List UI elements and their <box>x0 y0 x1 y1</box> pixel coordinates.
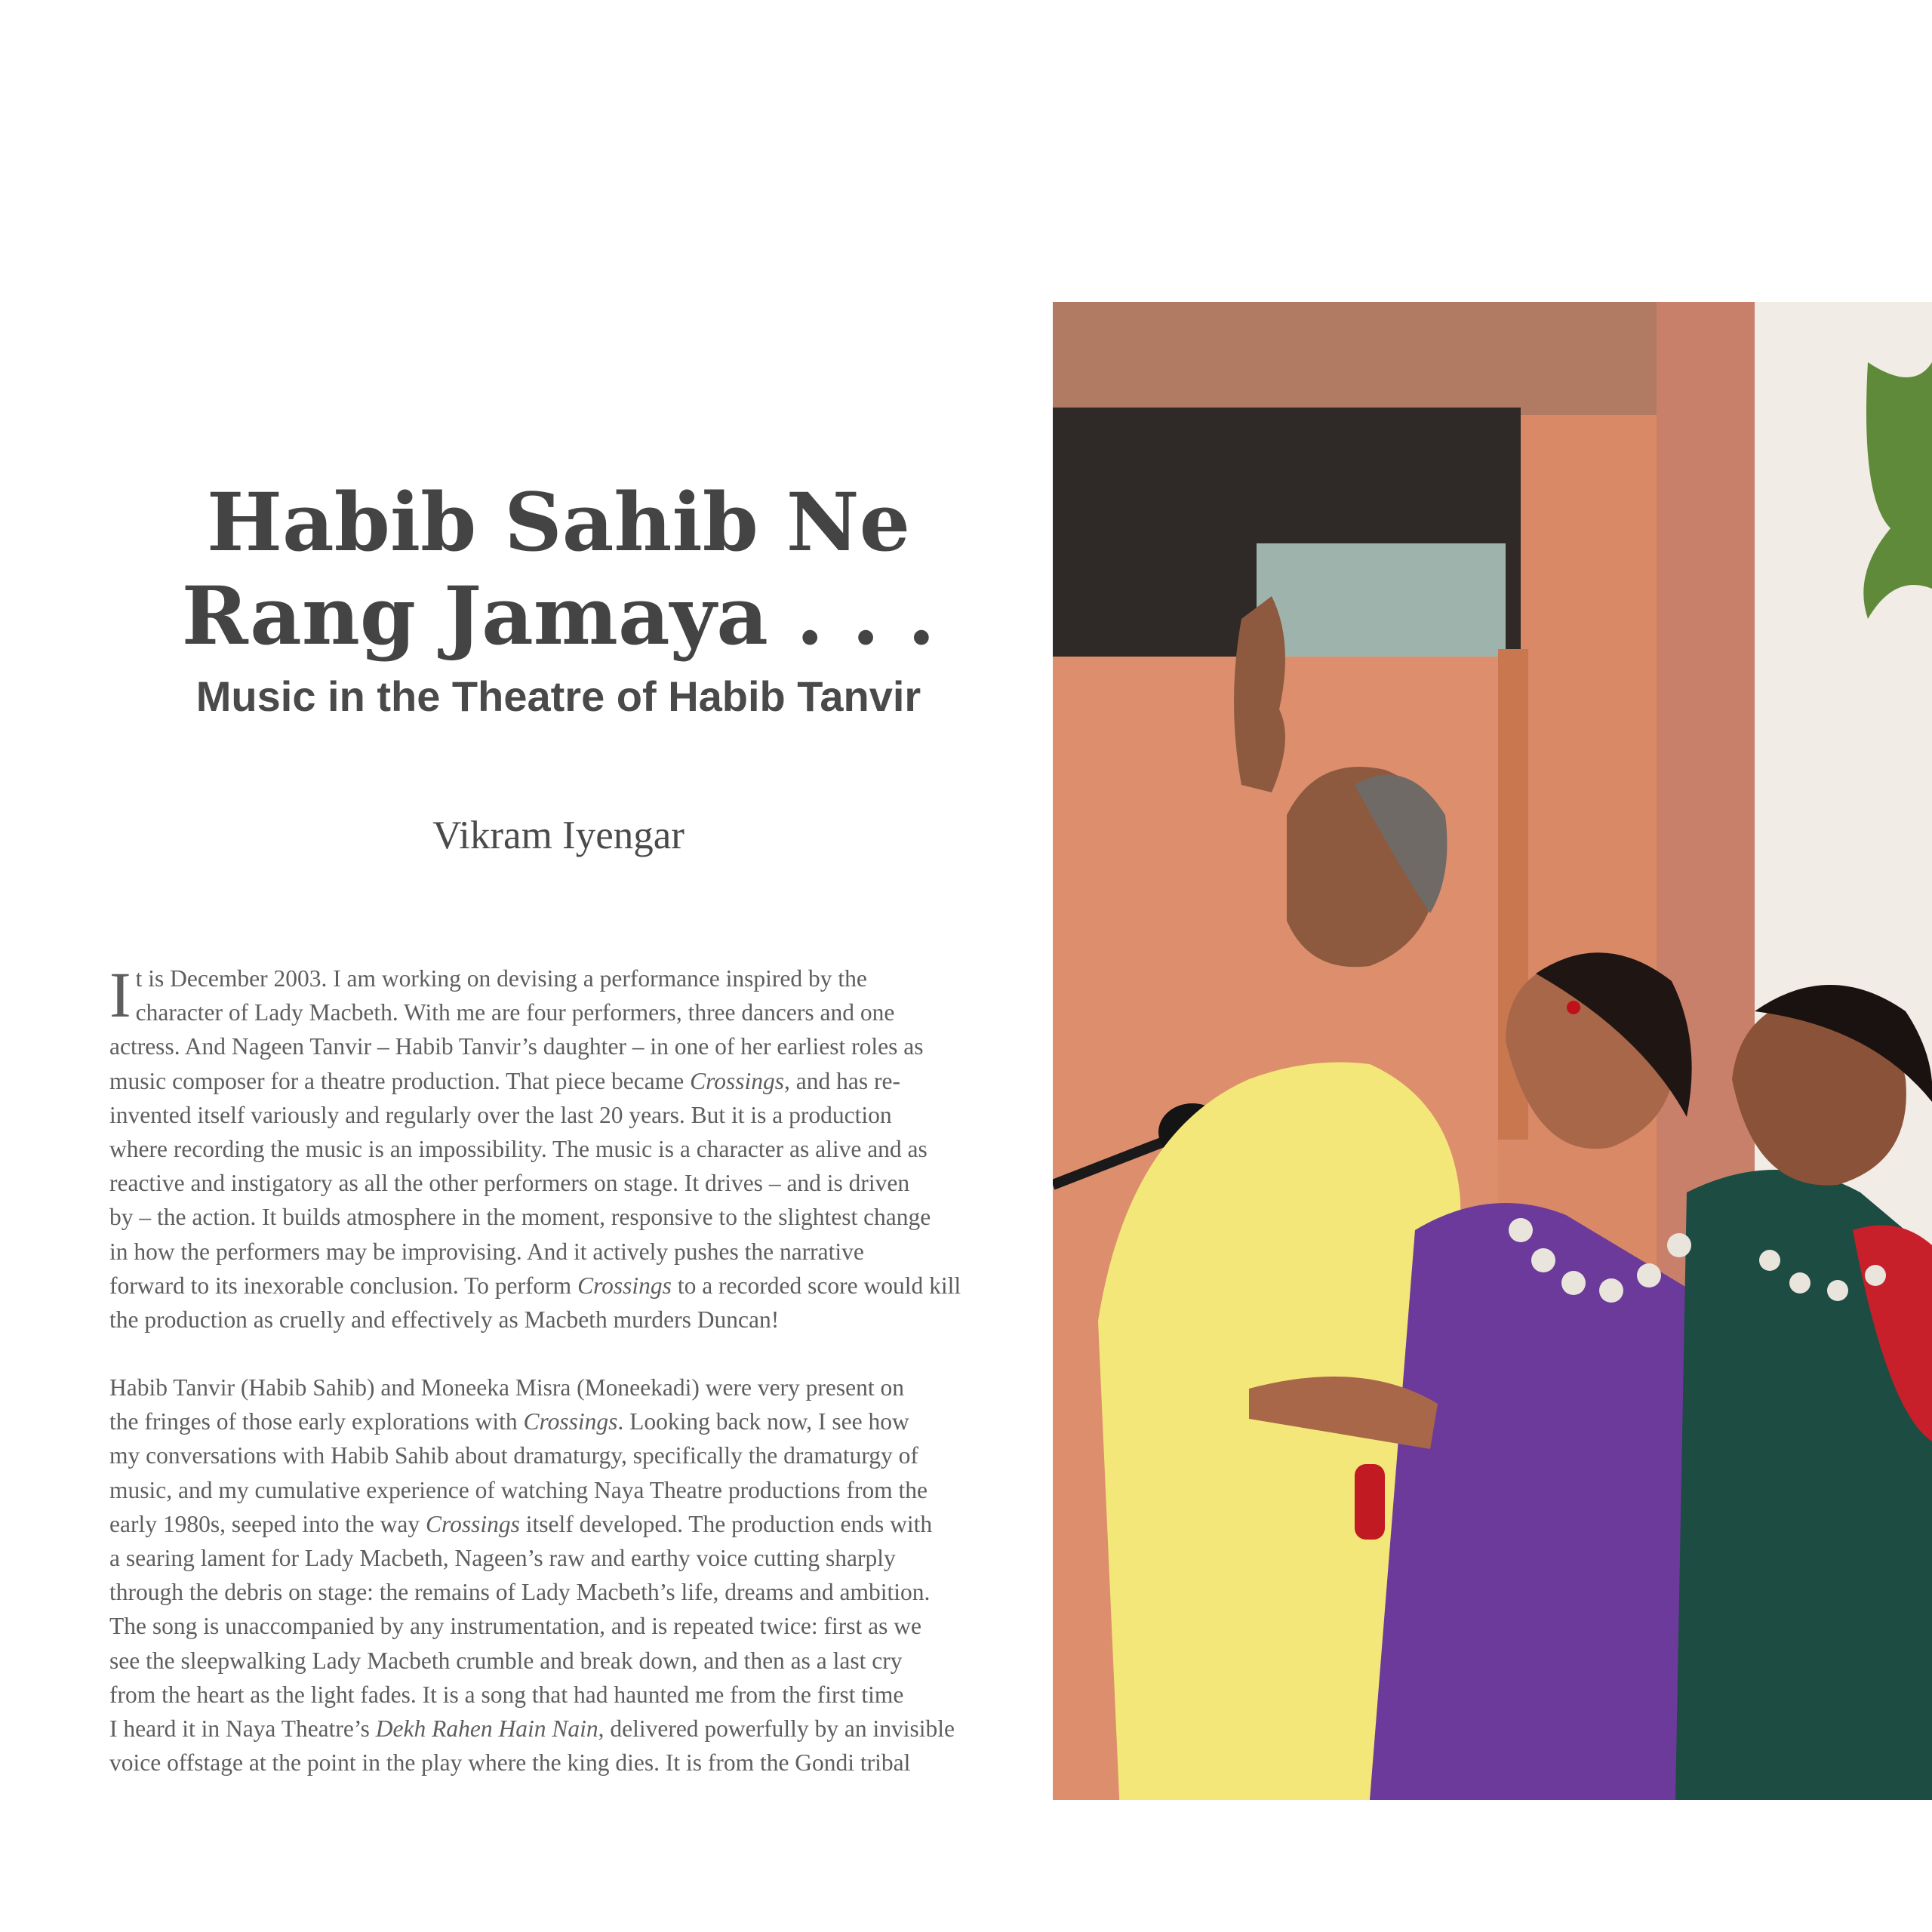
body-line: my conversations with Habib Sahib about dramaturgy, specifically the dramaturgy of <box>109 1442 918 1469</box>
body-text-run: itself developed. The production ends with <box>519 1510 933 1537</box>
body-line: voice offstage at the point in the play where the king dies. It is from the Gondi tribal <box>109 1749 911 1777</box>
body-line: by – the action. It builds atmosphere in the moment, responsive to the slightest change <box>109 1204 931 1231</box>
italic-title: Crossings <box>577 1272 672 1299</box>
body-text-run: music composer for a theatre production. That piece became <box>109 1067 691 1094</box>
article-body <box>109 958 1015 1780</box>
body-line: where recording the music is an impossibility. The music is a character as alive and as <box>109 1135 928 1162</box>
green-leaves <box>1863 362 1932 619</box>
body-line: music, and my cumulative experience of watching Naya Theatre productions from the <box>109 1476 928 1503</box>
italic-title: Crossings <box>690 1067 784 1094</box>
body-line <box>109 1404 1015 1438</box>
red-bangles <box>1355 1464 1385 1540</box>
body-line: in how the performers may be improvising. And it actively pushes the narrative <box>109 1238 864 1265</box>
paragraph-2 <box>109 1371 1015 1780</box>
performers-photo-illustration <box>1053 302 1932 1800</box>
body-text-run: . Looking back now, I see how <box>617 1408 909 1435</box>
distant-window <box>1257 543 1506 657</box>
body-line: from the heart as the light fades. It is a song that had haunted me from the first time <box>109 1681 904 1708</box>
body-line: t is December 2003. I am working on devising a performance inspired by the <box>135 965 867 992</box>
body-line <box>109 1712 1015 1746</box>
paragraph-1 <box>109 958 1015 1337</box>
body-line: through the debris on stage: the remains of Lady Macbeth’s life, dreams and ambition. <box>109 1579 931 1606</box>
ceiling-band <box>1053 302 1657 415</box>
performers-photo <box>1053 302 1932 1800</box>
raised-hand <box>1234 596 1285 792</box>
body-text-run: forward to its inexorable conclusion. To perform <box>109 1272 578 1299</box>
body-text-run: , and has re- <box>784 1067 900 1094</box>
title-line-1: Habib Sahib Ne <box>206 475 911 569</box>
italic-title: Crossings <box>523 1408 618 1435</box>
body-line <box>109 1064 1015 1098</box>
body-line: character of Lady Macbeth. With me are four performers, three dancers and one <box>135 999 895 1026</box>
purple-sari <box>1370 1203 1717 1800</box>
body-line <box>109 1269 1015 1303</box>
body-line: actress. And Nageen Tanvir – Habib Tanvir’s daughter – in one of her earliest roles as <box>109 1033 924 1060</box>
body-line: invented itself variously and regularly over the last 20 years. But it is a production <box>109 1101 892 1128</box>
author-name: Vikram Iyengar <box>432 814 685 857</box>
body-text-run: I heard it in Naya Theatre’s <box>109 1715 376 1742</box>
body-line: see the sleepwalking Lady Macbeth crumble and break down, and then as a last cry <box>109 1647 903 1674</box>
body-text-run: early 1980s, seeped into the way <box>109 1510 426 1537</box>
title-line-2: Rang Jamaya . . . <box>181 568 936 663</box>
body-line: The song is unaccompanied by any instrumentation, and is repeated twice: first as we <box>109 1613 921 1640</box>
body-line: reactive and instigatory as all the other performers on stage. It drives – and is driven <box>109 1170 910 1197</box>
body-line: a searing lament for Lady Macbeth, Nageen’s raw and earthy voice cutting sharply <box>109 1545 896 1571</box>
body-line <box>109 1507 1015 1541</box>
body-line: Habib Tanvir (Habib Sahib) and Moneeka Misra (Moneekadi) were very present on <box>109 1374 905 1401</box>
body-line: the production as cruelly and effectively as Macbeth murders Duncan! <box>109 1306 780 1333</box>
body-text-run: to a recorded score would kill <box>671 1272 961 1299</box>
drop-cap: I <box>109 958 131 1031</box>
article-title <box>113 475 1004 663</box>
italic-title: Crossings <box>426 1510 520 1537</box>
bindi <box>1567 1001 1580 1014</box>
italic-title: Dekh Rahen Hain Nain <box>375 1715 598 1742</box>
article-subtitle: Music in the Theatre of Habib Tanvir <box>195 672 921 720</box>
body-text-run: , delivered powerfully by an invisible <box>598 1715 955 1742</box>
body-text-run: the fringes of those early explorations with <box>109 1408 524 1435</box>
